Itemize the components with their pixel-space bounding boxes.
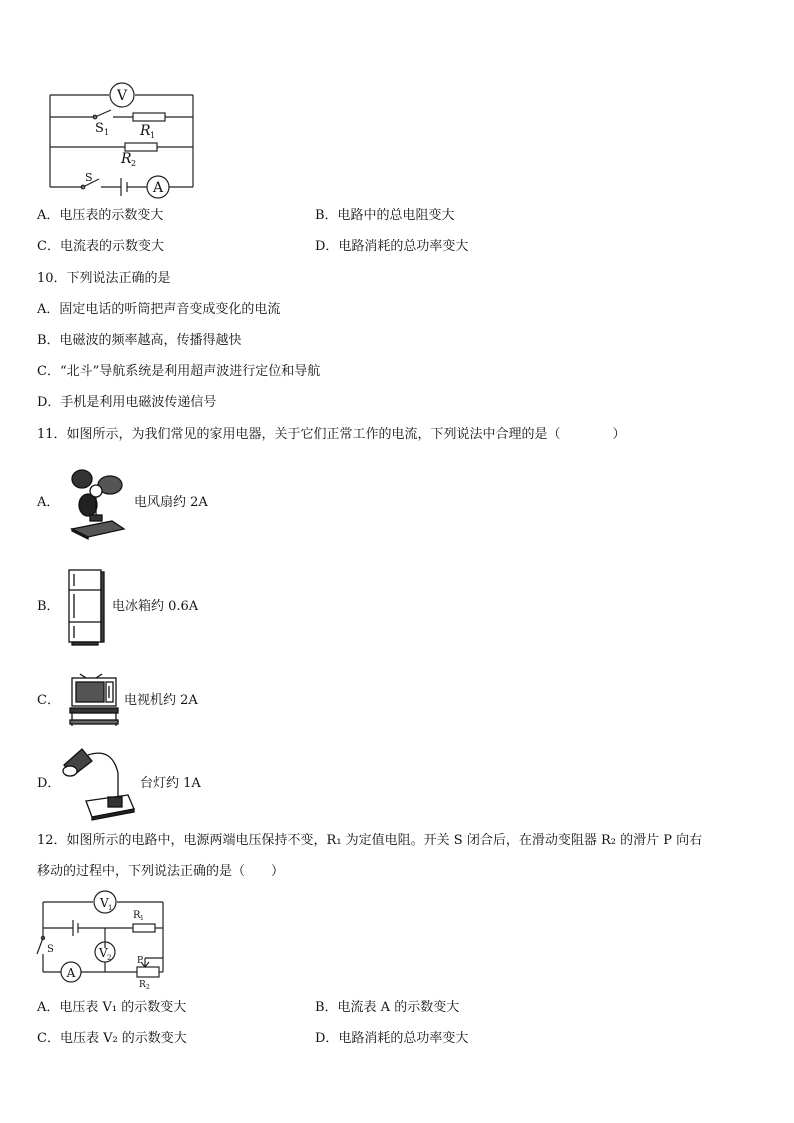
q9-option-b: B．电路中的总电阻变大 bbox=[315, 208, 455, 223]
q9-option-a: A．电压表的示数变大 bbox=[37, 208, 164, 223]
q12-option-c: C．电压表 V₂ 的示数变大 bbox=[37, 1031, 187, 1046]
q11-option-b-letter: B． bbox=[37, 599, 60, 614]
svg-text:2: 2 bbox=[146, 984, 150, 991]
rheostat-r2 bbox=[137, 967, 159, 977]
q12-circuit-diagram bbox=[33, 888, 168, 991]
q10-option-c: C．“北斗”导航系统是利用超声波进行定位和导航 bbox=[37, 364, 321, 379]
q11-stem: 11．如图所示，为我们常见的家用电器，关于它们正常工作的电流，下列说法中合理的是（ ） bbox=[37, 427, 626, 442]
svg-text:S: S bbox=[85, 171, 93, 184]
q12-option-a: A．电压表 V₁ 的示数变大 bbox=[37, 1000, 187, 1015]
svg-text:V: V bbox=[116, 88, 128, 104]
svg-text:A: A bbox=[152, 180, 164, 196]
q9-option-c: C．电流表的示数变大 bbox=[37, 239, 164, 254]
q12-stem-line2: 移动的过程中，下列说法正确的是（ ） bbox=[37, 864, 285, 879]
svg-text:2: 2 bbox=[107, 954, 112, 962]
svg-text:R: R bbox=[133, 910, 141, 921]
svg-text:V: V bbox=[99, 946, 108, 960]
q9-circuit-diagram bbox=[45, 80, 215, 195]
q11-option-c-text: 电视机约 2A bbox=[124, 693, 198, 708]
svg-text:P: P bbox=[137, 956, 144, 966]
q11-option-d-letter: D． bbox=[37, 776, 61, 791]
q10-option-b: B．电磁波的频率越高，传播得越快 bbox=[37, 333, 242, 348]
desk-lamp-icon bbox=[62, 743, 137, 821]
q11-option-c-letter: C． bbox=[37, 693, 60, 708]
resistor-r1 bbox=[133, 113, 165, 121]
resistor-r1 bbox=[133, 924, 155, 932]
television-icon bbox=[66, 674, 122, 730]
svg-text:1: 1 bbox=[150, 131, 156, 140]
svg-text:1: 1 bbox=[140, 915, 144, 922]
svg-text:R: R bbox=[139, 980, 146, 990]
svg-text:R: R bbox=[121, 151, 132, 167]
q10-option-d: D．手机是利用电磁波传递信号 bbox=[37, 395, 217, 410]
q11-option-a-text: 电风扇约 2A bbox=[134, 495, 208, 510]
q12-option-b: B．电流表 A 的示数变大 bbox=[315, 1000, 460, 1015]
svg-text:S: S bbox=[95, 121, 104, 136]
q9-option-d: D．电路消耗的总功率变大 bbox=[315, 239, 469, 254]
refrigerator-icon bbox=[66, 568, 106, 646]
q11-option-a-letter: A． bbox=[37, 495, 60, 510]
electric-fan-icon bbox=[68, 465, 126, 540]
q12-stem-line1: 12．如图所示的电路中，电源两端电压保持不变，R₁ 为定值电阻。开关 S 闭合后，在滑动变阻器 R₂ 的滑片 P 向右 bbox=[37, 833, 703, 848]
svg-text:1: 1 bbox=[108, 904, 113, 912]
q11-option-d-text: 台灯约 1A bbox=[140, 776, 201, 791]
svg-text:R: R bbox=[140, 123, 151, 139]
q12-option-d: D．电路消耗的总功率变大 bbox=[315, 1031, 469, 1046]
q10-stem: 10．下列说法正确的是 bbox=[37, 271, 171, 286]
q10-option-a: A．固定电话的听筒把声音变成变化的电流 bbox=[37, 302, 281, 317]
resistor-r2 bbox=[125, 143, 157, 151]
svg-text:A: A bbox=[66, 966, 76, 980]
svg-text:V: V bbox=[100, 896, 109, 910]
svg-text:S: S bbox=[47, 944, 54, 955]
q11-option-b-text: 电冰箱约 0.6A bbox=[112, 599, 199, 614]
svg-text:2: 2 bbox=[131, 159, 137, 168]
svg-text:1: 1 bbox=[104, 128, 110, 137]
